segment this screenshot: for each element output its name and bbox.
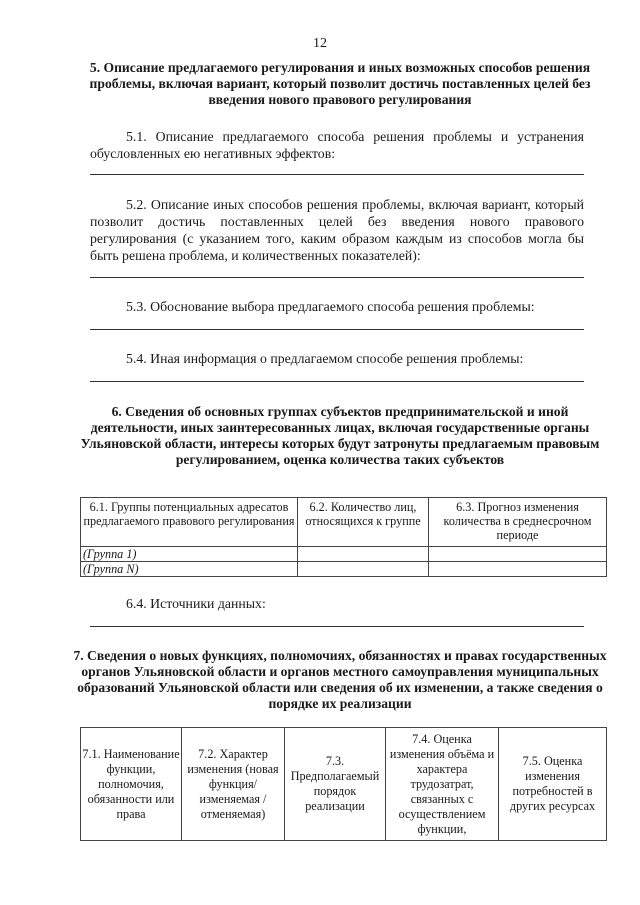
table-header-row	[81, 498, 607, 547]
section-7-heading: 7. Сведения о новых функциях, полномочиях, обязанностях и правах государственных органов Ульяновской области и органов местного самоуправления муниципальных образований Ульяновской области или сведения об их изменении, а также сведения о порядке их реализации	[73, 648, 607, 711]
column-header: 6.1. Группы потенциальных адресатов предлагаемого правового регулирования	[81, 498, 298, 547]
table-cell[interactable]	[298, 547, 429, 562]
column-header: 7.2. Характер изменения (новая функция/ изменяемая / отменяемая)	[182, 728, 285, 841]
answer-line-5-4[interactable]	[90, 381, 584, 382]
column-header: 7.5. Оценка изменения потребностей в других ресурсах	[499, 728, 607, 841]
section-5-heading: 5. Описание предлагаемого регулирования и иных возможных способов решения проблемы, включая вариант, который позволит достичь поставленных целей без введения нового правового регулирования	[89, 60, 591, 107]
answer-line-5-2[interactable]	[90, 277, 584, 278]
paragraph-5-4: 5.4. Иная информация о предлагаемом способе решения проблемы:	[126, 351, 524, 366]
group-name-cell: (Группа 1)	[81, 547, 298, 562]
subjects-table	[80, 497, 607, 577]
column-header: 6.2. Количество лиц, относящихся к группе	[298, 498, 429, 547]
paragraph-5-1: 5.1. Описание предлагаемого способа решения проблемы и устранения обусловленных ею негативных эффектов:	[90, 129, 584, 161]
section-6-heading: 6. Сведения об основных группах субъектов предпринимательской и иной деятельности, иных заинтересованных лицах, включая государственные органы Ульяновской области, интересы которых будут затронуты предлагаемым правовым регулированием, оценка количества таких субъектов	[80, 404, 600, 467]
answer-line-5-3[interactable]	[90, 329, 584, 330]
table-cell[interactable]	[429, 547, 607, 562]
column-header: 6.3. Прогноз изменения количества в среднесрочном периоде	[429, 498, 607, 547]
group-name-cell: (Группа N)	[81, 562, 298, 577]
column-header: 7.3. Предполагаемый порядок реализации	[285, 728, 386, 841]
paragraph-5-3: 5.3. Обоснование выбора предлагаемого способа решения проблемы:	[126, 299, 535, 314]
column-header: 7.1. Наименование функции, полномочия, обязанности или права	[81, 728, 182, 841]
table-row	[81, 562, 607, 577]
page-number: 12	[313, 36, 327, 51]
column-header: 7.4. Оценка изменения объёма и характера трудозатрат, связанных с осуществлением функции,	[386, 728, 499, 841]
table-header-row	[81, 728, 607, 841]
table-row	[81, 547, 607, 562]
paragraph-5-2: 5.2. Описание иных способов решения проблемы, включая вариант, который позволит достичь поставленных целей без введения нового правового регулирования (с указанием того, каким образом каждым из способов могла бы быть решена проблема, и количественных показателей):	[90, 197, 584, 263]
table-cell[interactable]	[298, 562, 429, 577]
table-cell[interactable]	[429, 562, 607, 577]
paragraph-6-4: 6.4. Источники данных:	[126, 596, 266, 611]
functions-table	[80, 727, 607, 841]
answer-line-6-4[interactable]	[90, 626, 584, 627]
answer-line-5-1[interactable]	[90, 174, 584, 175]
